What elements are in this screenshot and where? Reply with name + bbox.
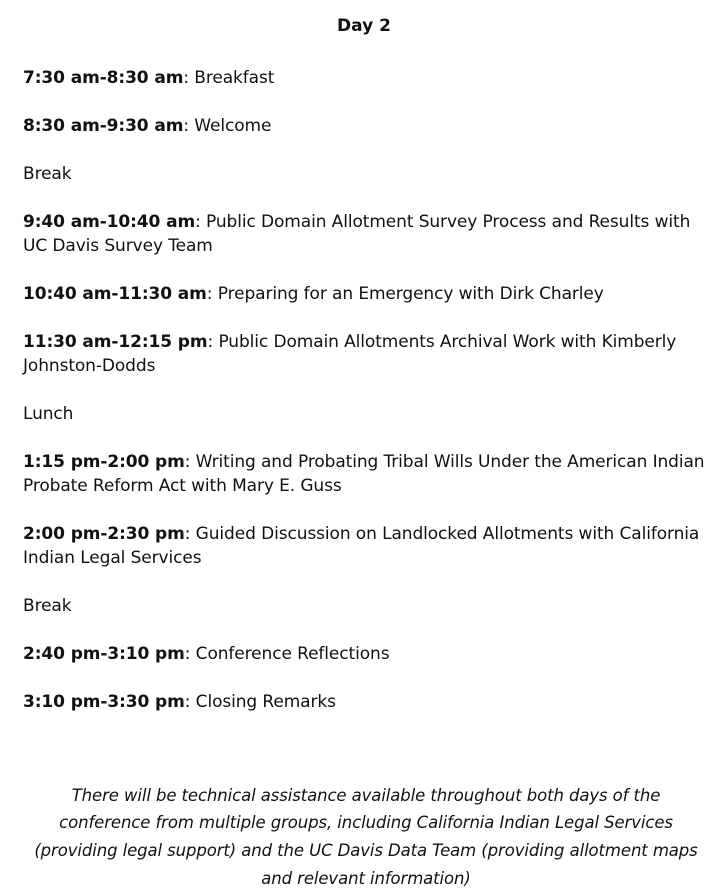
agenda-separator: : — [184, 452, 196, 472]
agenda-separator: : — [183, 116, 195, 136]
agenda-item — [23, 642, 707, 666]
agenda-separator: : — [207, 332, 219, 352]
agenda-time: 7:30 am-8:30 am — [23, 68, 184, 88]
agenda-time: 8:30 am-9:30 am — [23, 116, 184, 136]
agenda-item — [23, 594, 707, 618]
agenda-description: Closing Remarks — [195, 692, 336, 712]
agenda-description: Welcome — [194, 116, 272, 136]
agenda-item — [23, 210, 707, 258]
agenda-time: 9:40 am-10:40 am — [23, 212, 196, 232]
agenda-time: 2:40 pm-3:10 pm — [23, 644, 185, 664]
agenda-separator: : — [184, 524, 196, 544]
agenda-item — [23, 522, 707, 570]
agenda-description: Public Domain Allotment Survey Process and Results with UC Davis Survey Team — [23, 212, 691, 256]
technical-assistance-note: There will be technical assistance available throughout both days of the conference from multiple groups, including California Indian Legal Services (providing legal support) and the UC Davis Data Team (providing allotment maps and relevant information) — [34, 785, 698, 888]
agenda-separator: : — [184, 644, 196, 664]
agenda-description: Break — [23, 596, 72, 616]
agenda-time: 3:10 pm-3:30 pm — [23, 692, 185, 712]
agenda-description: Public Domain Allotments Archival Work with Kimberly Johnston-Dodds — [23, 332, 677, 376]
day-title: Day 2 — [337, 16, 391, 36]
agenda-separator: : — [206, 284, 218, 304]
agenda-separator: : — [195, 212, 206, 232]
agenda-time: 11:30 am-12:15 pm — [23, 332, 208, 352]
agenda-item — [23, 162, 707, 186]
agenda-item — [23, 114, 707, 138]
agenda-description: Lunch — [23, 404, 74, 424]
agenda-description: Preparing for an Emergency with Dirk Charley — [217, 284, 604, 304]
agenda-time: 1:15 pm-2:00 pm — [23, 452, 185, 472]
agenda-item — [23, 450, 707, 498]
agenda-description: Guided Discussion on Landlocked Allotments with California Indian Legal Services — [23, 524, 700, 568]
agenda-description: Writing and Probating Tribal Wills Under the American Indian Probate Reform Act with Mary E. Guss — [23, 452, 705, 496]
agenda-time: 10:40 am-11:30 am — [23, 284, 207, 304]
agenda-separator: : — [184, 692, 196, 712]
agenda-time: 2:00 pm-2:30 pm — [23, 524, 185, 544]
agenda-description: Conference Reflections — [195, 644, 390, 664]
agenda-item — [23, 330, 707, 378]
agenda-item — [23, 402, 707, 426]
agenda-item — [23, 690, 707, 714]
agenda-item — [23, 282, 707, 306]
agenda-separator: : — [183, 68, 195, 88]
agenda-description: Breakfast — [194, 68, 275, 88]
agenda-list — [23, 66, 707, 738]
agenda-item — [23, 66, 707, 90]
agenda-description: Break — [23, 164, 72, 184]
